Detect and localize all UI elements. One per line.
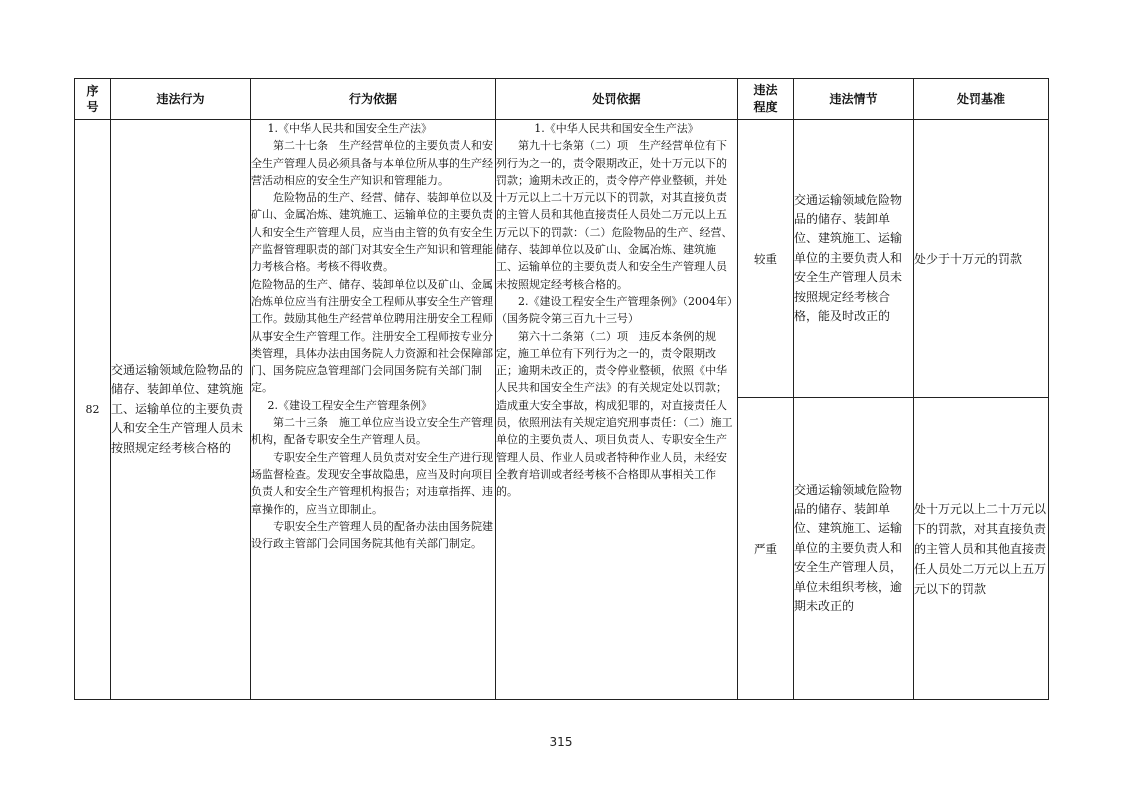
conduct-law-title: 1.《中华人民共和国安全生产法》 (267, 122, 432, 135)
table-header-row (75, 79, 1049, 120)
degree-cell-severe: 严重 (738, 398, 794, 700)
conduct-article-23: 第二十三条 施工单位应当设立安全生产管理机构，配备专职安全生产管理人员。 (251, 416, 493, 447)
penalty-basis-cell (496, 120, 738, 700)
table-row (75, 120, 1049, 398)
conduct-basis-cell (251, 120, 496, 700)
header-seq: 序号 (75, 79, 111, 120)
penalty-standard-table (74, 78, 1049, 700)
page-number: 315 (549, 735, 573, 749)
conduct-article-23-para-2: 专职安全生产管理人员负责对安全生产进行现场监督检查。发现安全事故隐患，应当及时向项目负责人和安全生产管理机构报告；对违章指挥、违章操作的，应当立即制止。 (251, 450, 493, 516)
header-penalty-basis: 处罚依据 (496, 79, 738, 120)
header-circumstances: 违法情节 (794, 79, 914, 120)
header-conduct-basis: 行为依据 (251, 79, 496, 120)
penalty-law-title: 1.《中华人民共和国安全生产法》 (534, 122, 699, 135)
violation-cell: 交通运输领域危险物品的储存、装卸单位、建筑施工、运输单位的主要负责人和安全生产管理人员未按照规定经考核合格的 (111, 120, 251, 700)
penalty-article-97: 第九十七条第（二）项 生产经营单位有下列行为之一的，责令限期改正，处十万元以下的罚款；逾期未改正的，责令停产停业整顿，并处十万元以上二十万元以下的罚款，对其直接负责的主管人员和其他直接责任人员处二万元以上五万元以下的罚款：（二）危险物品的生产、经营、储存、装卸单位以及矿山、金属冶炼、建筑施工、运输单位的主要负责人和安全生产管理人员未按照规定经考核合格的。 (496, 139, 733, 291)
penalty-article-62: 第六十二条第（二）项 违反本条例的规定，施工单位有下列行为之一的，责令限期改正；逾期未改正的，责令停业整顿，依照《中华人民共和国安全生产法》的有关规定处以罚款；造成重大安全事故，构成犯罪的，对直接责任人员，依照刑法有关规定追究刑事责任：（二）施工单位的主要负责人、项目负责人、专职安全生产管理人员、作业人员或者特种作业人员，未经安全教育培训或者经考核不合格即从事相关工作的。 (496, 329, 733, 499)
conduct-regulation-title: 2.《建设工程安全生产管理条例》 (267, 398, 432, 412)
conduct-article-23-para-3: 专职安全生产管理人员的配备办法由国务院建设行政主管部门会同国务院其他有关部门制定。 (251, 519, 493, 551)
header-violation: 违法行为 (111, 79, 251, 120)
header-degree: 违法程度 (738, 79, 794, 120)
degree-cell-serious: 较重 (738, 120, 794, 398)
conduct-article-27: 第二十七条 生产经营单位的主要负责人和安全生产管理人员必须具备与本单位所从事的生产经营活动相应的安全生产知识和管理能力。 (251, 139, 493, 187)
conduct-article-27-para-2: 危险物品的生产、经营、储存、装卸单位以及矿山、金属冶炼、建筑施工、运输单位的主要负责人和安全生产管理人员，应当由主管的负有安全生产监督管理职责的部门对其安全生产知识和管理能力考核合格。考核不得收费。 (251, 191, 493, 274)
penalty-regulation-title: 2.《建设工程安全生产管理条例》（2004年）（国务院令第三百九十三号） (496, 294, 733, 326)
standard-cell-serious: 处少于十万元的罚款 (914, 120, 1049, 398)
header-standard: 处罚基准 (914, 79, 1049, 120)
standard-cell-severe: 处十万元以上二十万元以下的罚款，对其直接负责的主管人员和其他直接责任人员处二万元以上五万元以下的罚款 (914, 398, 1049, 700)
circumstances-cell-serious: 交通运输领域危险物品的储存、装卸单位、建筑施工、运输单位的主要负责人和安全生产管理人员未按照规定经考核合格，能及时改正的 (794, 120, 914, 398)
circumstances-cell-severe: 交通运输领域危险物品的储存、装卸单位、建筑施工、运输单位的主要负责人和安全生产管理人员，单位未组织考核，逾期未改正的 (794, 398, 914, 700)
seq-cell: 82 (75, 120, 111, 700)
conduct-article-27-para-3: 危险物品的生产、储存、装卸单位以及矿山、金属冶炼单位应当有注册安全工程师从事安全生产管理工作。鼓励其他生产经营单位聘用注册安全工程师从事安全生产管理工作。注册安全工程师按专业分类管理，具体办法由国务院人力资源和社会保障部门、国务院应急管理部门会同国务院有关部门制定。 (251, 277, 493, 395)
